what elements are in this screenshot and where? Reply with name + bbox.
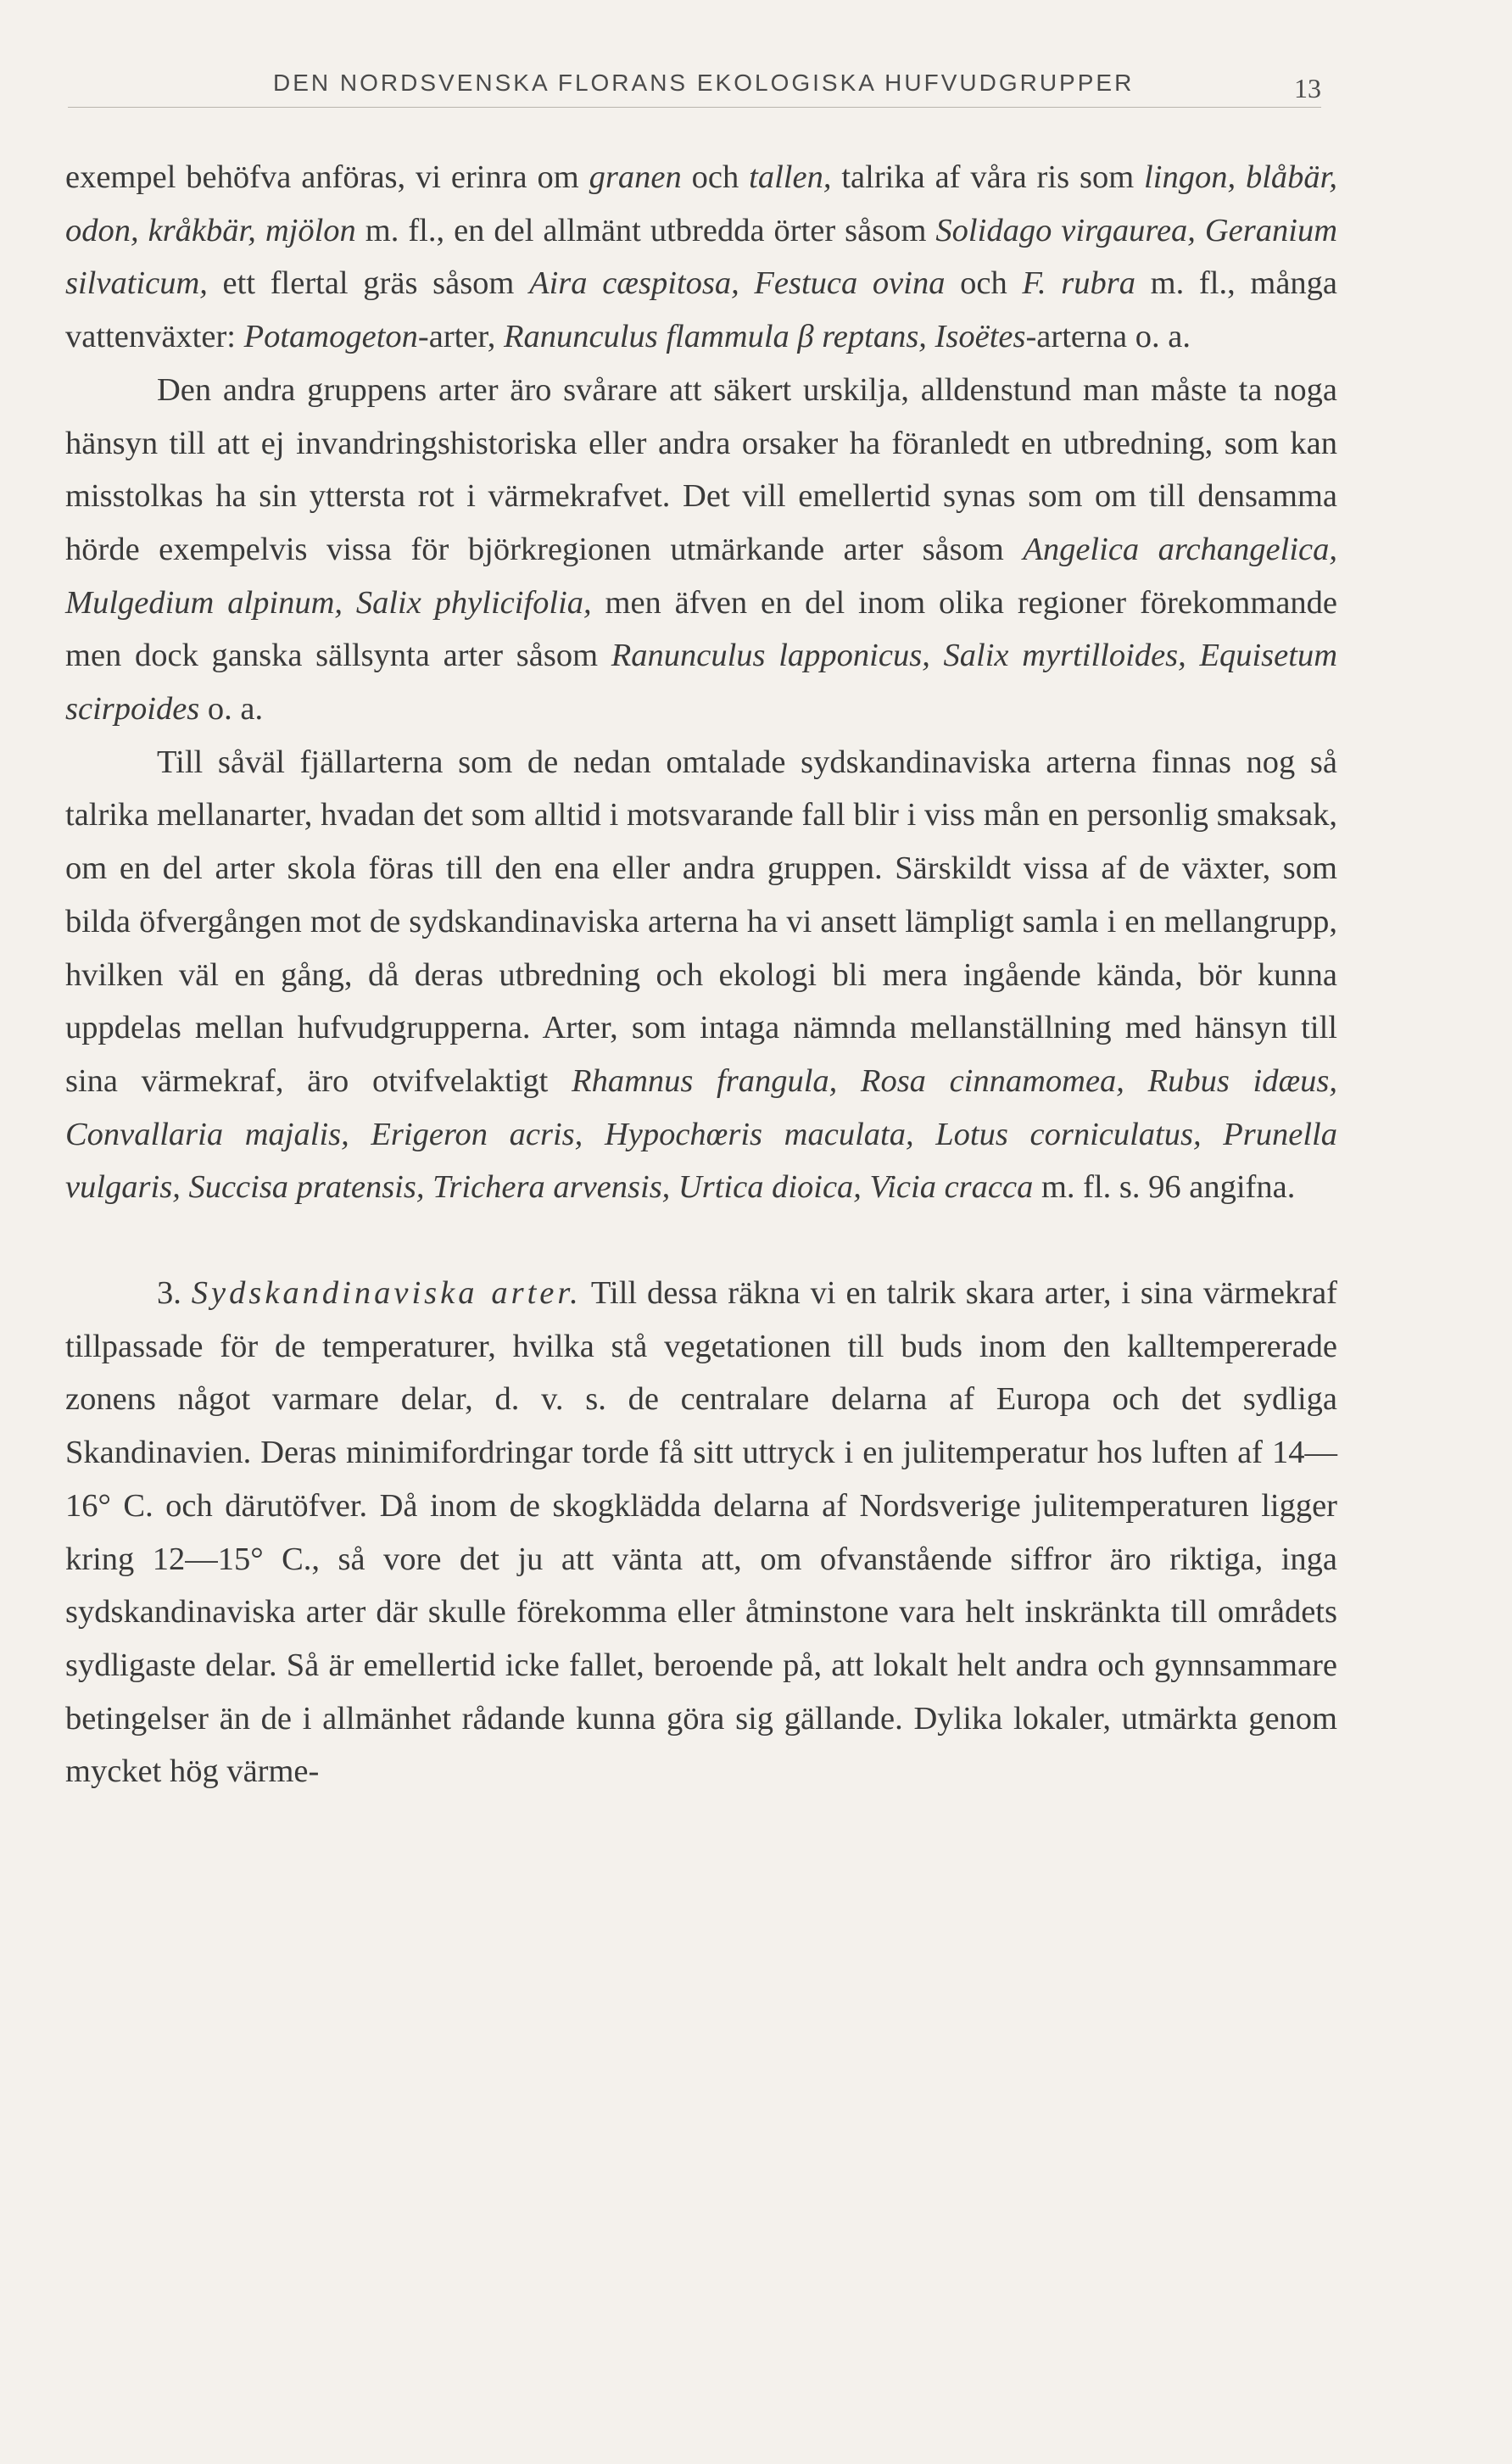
species-name: granen [589, 159, 682, 195]
species-name: Ranunculus lapponicus, Salix myrtilloides, Equisetum scirpoides [65, 638, 1337, 727]
text-run: Den andra gruppens arter äro svårare att säkert urskilja, alldenstund man måste ta noga hänsyn till att ej invandringshistoriska eller andra orsaker ha föranledt en utbredning, som kan misstolkas ha sin yttersta rot i värmekrafvet. Det vill emellertid synas som om till densamma hörde exempelvis vissa för björkregionen utmärkande arter såsom [65, 371, 1337, 567]
text-run: talrika af våra ris som [831, 159, 1145, 195]
species-name: tallen, [749, 159, 832, 195]
paragraph-1 [65, 151, 1337, 364]
text-run: m. fl. s. 96 angifna. [1033, 1169, 1296, 1206]
text-run: -arter, [417, 319, 504, 355]
text-run: Till såväl fjällarterna som de nedan omtalade sydskandinaviska arterna finnas nog så talrika mellanarter, hvadan det som alltid i motsvarande fall blir i viss mån en personlig smaksak, om en del arter skola föras till den ena eller andra gruppen. Särskildt vissa af de växter, som bilda öfvergången mot de sydskandinaviska arterna ha vi ansett lämpligt samla i en mellangrupp, hvilken väl en gång, då deras utbredning och ekologi bli mera ingående kända, bör kunna uppdelas mellan hufvudgrupperna. Arter, som intaga nämnda mellanställning med hänsyn till sina värmekraf, äro otvifvelaktigt [65, 744, 1337, 1099]
text-run: ett flertal gräs såsom [207, 265, 530, 302]
header-rule [68, 107, 1321, 108]
species-name: Aira cæspitosa, Festuca ovina [529, 265, 946, 302]
text-run: m. fl., en del allmänt utbredda örter såsom [355, 212, 936, 248]
species-name: Angelica archangelica, Mulgedium alpinum, Salix phylicifolia, [65, 531, 1337, 621]
text-run: -arterna o. a. [1025, 319, 1191, 355]
page-number: 13 [1294, 73, 1321, 103]
paragraph-3 [65, 736, 1337, 1214]
species-name: Solidago virgaurea, Geranium silvaticum, [65, 212, 1338, 302]
species-name: Ranunculus flammula β reptans, Isoëtes [503, 319, 1026, 355]
text-run: och [945, 265, 1023, 302]
text-run: exempel behöfva anföras, vi erinra om [65, 159, 589, 195]
page-header [0, 70, 1512, 109]
text-run: och [681, 159, 750, 195]
text-run: Till dessa räkna vi en talrik skara arter, i sina värmekraf tillpassade för de temperaturer, hvilka stå vegetationen till buds inom den kalltempererade zonens något varmare delar, d. v. s. de centralare delarna af Europa och det sydliga Skandinavien. Deras minimifordringar torde få sitt uttryck i en julitemperatur hos luften af 14—16° C. och därutöfver. Då inom de skogklädda delarna af Nordsverige julitemperaturen ligger kring 12—15° C., så vore det ju att vänta att, om ofvanstående siffror äro riktiga, inga sydskandinaviska arter där skulle förekomma eller åtminstone vara helt inskränkta till områdets sydligaste delar. Så är emellertid icke fallet, beroende på, att lokalt helt andra och gynnsammare betingelser än de i allmänhet rådande kunna göra sig gällande. Dylika lokaler, utmärkta genom mycket hög värme- [65, 1275, 1337, 1790]
text-run: m. fl., många vattenväxter: [65, 265, 1338, 355]
body-text [65, 151, 1337, 1798]
text-run: men äfven en del inom olika regioner förekommande men dock ganska sällsynta arter såsom [65, 584, 1338, 674]
running-title: DEN NORDSVENSKA FLORANS EKOLOGISKA HUFVUDGRUPPER [273, 70, 1135, 96]
section-number: 3. [157, 1275, 192, 1312]
paragraph-2 [65, 364, 1337, 736]
species-name: Rhamnus frangula, Rosa cinnamomea, Rubus idæus, Convallaria majalis, Erigeron acris, Hypochœris maculata, Lotus corniculatus, Prunella vulgaris, Succisa pratensis, Trichera arvensis, Urtica dioica, Vicia cracca [65, 1062, 1337, 1206]
species-name: F. rubra [1022, 265, 1135, 302]
species-name: Potamogeton [243, 319, 418, 355]
paragraph-4 [65, 1267, 1337, 1798]
species-name: lingon, blåbär, odon, kråkbär, mjölon [65, 159, 1338, 248]
text-run: o. a. [199, 691, 264, 727]
section-heading: Sydskandinaviska arter. [191, 1275, 582, 1312]
